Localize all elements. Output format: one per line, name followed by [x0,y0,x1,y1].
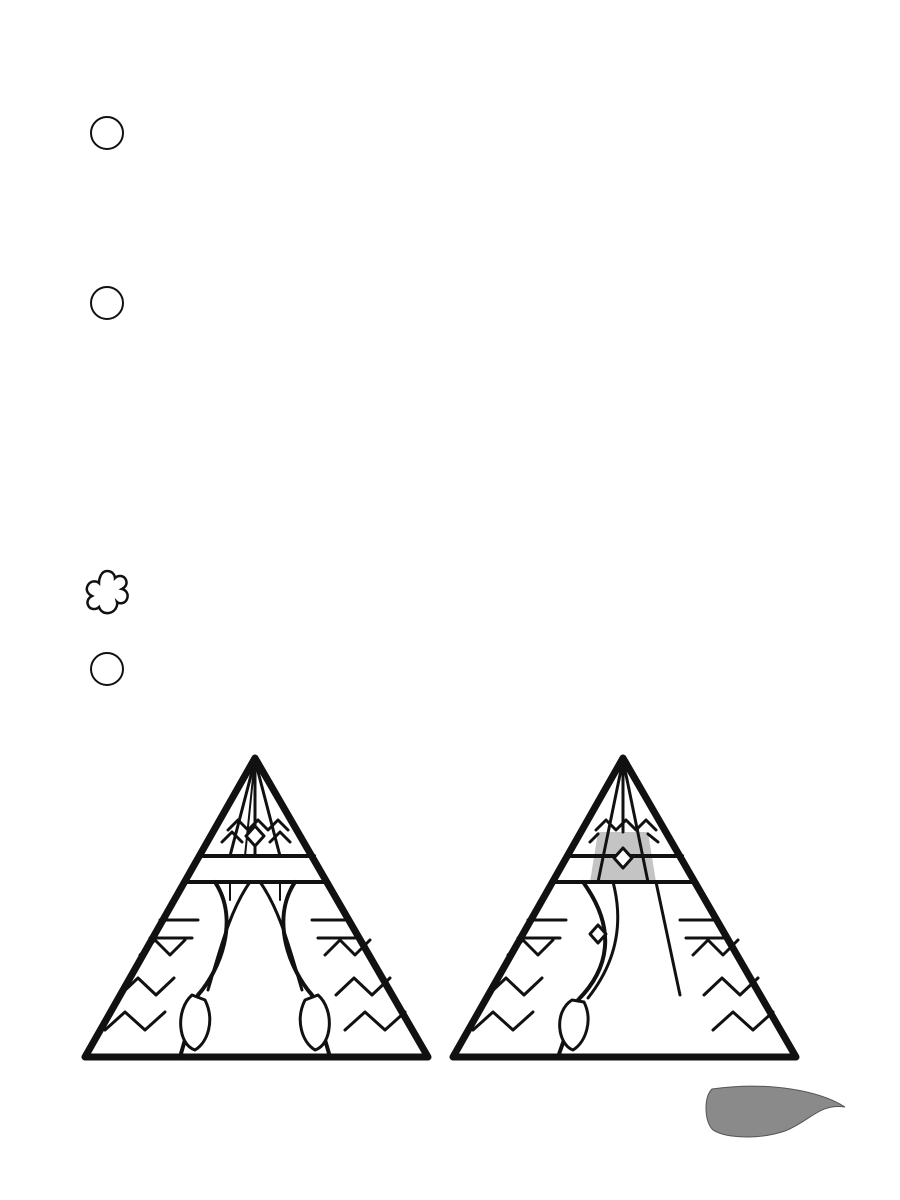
task-letter-badge [90,116,124,150]
task-letter-badge [90,286,124,320]
flower-number-badge [80,566,134,620]
task-letter-badge [90,652,124,686]
chum-left [85,758,428,1057]
chum-right [453,758,796,1057]
task-b [90,116,810,150]
page-number-tab [706,1086,845,1137]
task-2 [80,578,820,620]
chum-illustrations [80,750,820,1065]
task-number [80,566,134,620]
task-a [90,652,810,686]
bottom-decorative-border [40,1085,860,1145]
top-decorative-border [40,52,860,88]
task-v [90,286,810,320]
